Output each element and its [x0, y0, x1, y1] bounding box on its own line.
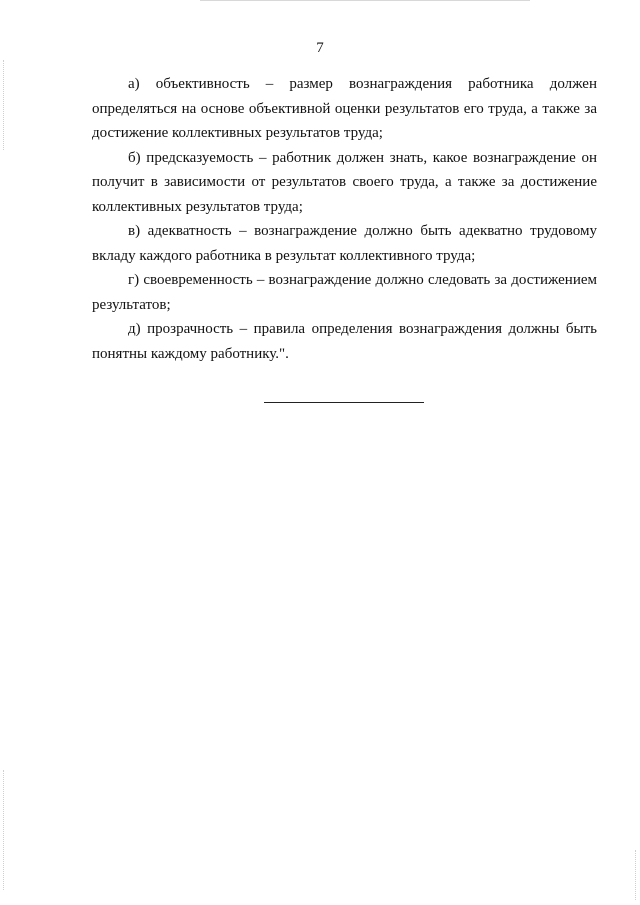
scan-artifact-left-bottom — [3, 770, 4, 890]
paragraph-d: д) прозрачность – правила определения вознаграждения должны быть понятны каждому работнику.". — [92, 321, 597, 362]
body-text — [92, 72, 597, 366]
paragraph-b: б) предсказуемость – работник должен знать, какое вознаграждение он получит в зависимости от результатов своего труда, а также за достижение коллективных результатов труда; — [92, 149, 597, 215]
closing-rule — [264, 402, 424, 403]
paragraph-g: г) своевременность – вознаграждение должно следовать за достижением результатов; — [92, 272, 597, 313]
paragraph-a: а) объективность – размер вознаграждения работника должен определяться на основе объективной оценки результатов его труда, а также за достижение коллективных результатов труда; — [92, 76, 597, 141]
scan-artifact-right-bottom — [635, 850, 636, 900]
scan-artifact-left — [3, 60, 4, 150]
paragraph-v: в) адекватность – вознаграждение должно быть адекватно трудовому вкладу каждого работника в результат коллективного труда; — [92, 223, 597, 264]
page-number: 7 — [316, 40, 324, 56]
scan-artifact-top — [200, 0, 530, 1]
